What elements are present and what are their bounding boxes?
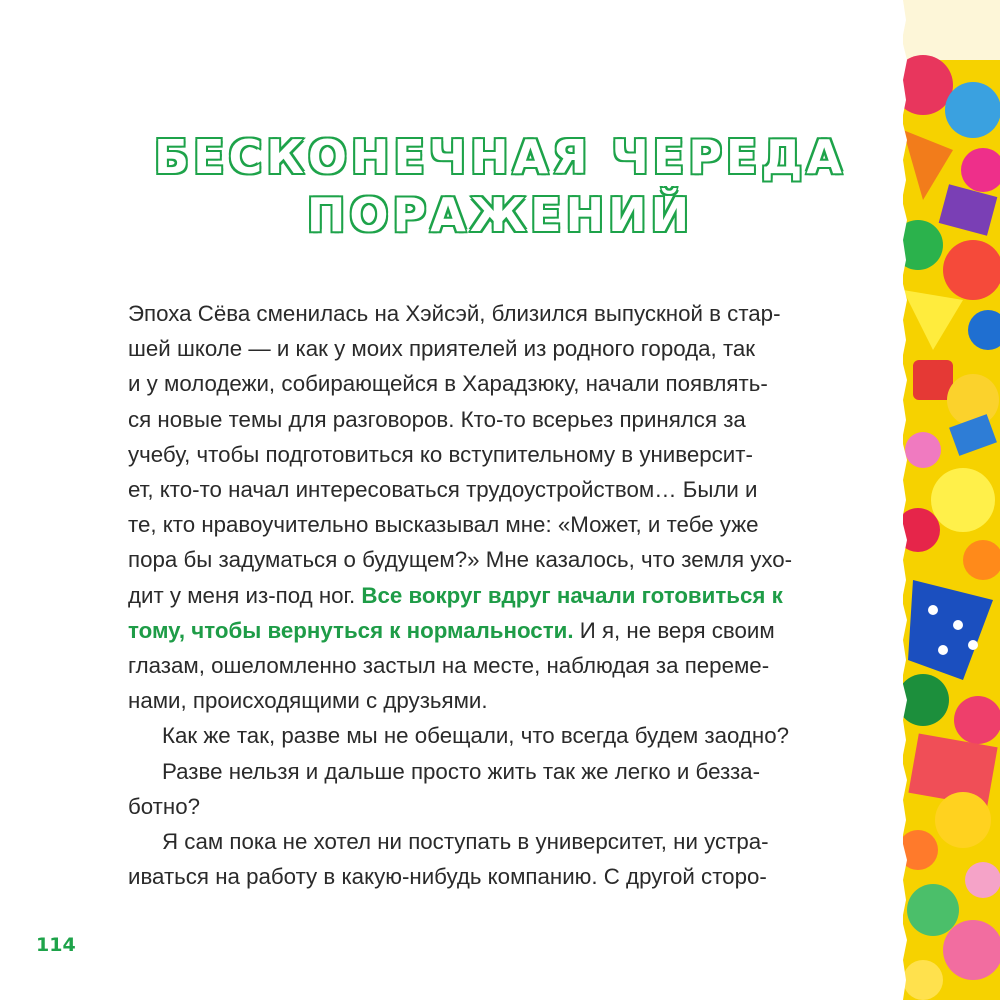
text-line <box>128 578 858 613</box>
text-line: глазам, ошеломленно застыл на месте, наблюдая за переме- <box>128 653 770 679</box>
chapter-title-line-1: БЕСКОНЕЧНАЯ ЧЕРЕДА <box>154 130 846 184</box>
paragraph-line: Я сам пока не хотел ни поступать в университет, ни устра- <box>162 829 769 855</box>
text-line: Эпоха Сёва сменилась на Хэйсэй, близился выпускной в стар- <box>128 301 781 326</box>
highlighted-text: Все вокруг вдруг начали готовиться к <box>361 582 783 608</box>
chapter-title <box>100 128 900 244</box>
text-line: шей школе — и как у моих приятелей из родного города, так <box>128 336 756 362</box>
text-run: дит у меня из-под ног. <box>128 582 362 608</box>
page-number: 114 <box>36 934 76 956</box>
text-line: пора бы задуматься о будущем?» Мне казалось, что земля ухо- <box>128 547 793 573</box>
text-line <box>128 613 858 648</box>
text-line: ет, кто-то начал интересоваться трудоустройством… Были и <box>128 477 758 503</box>
torn-edge <box>900 0 910 1000</box>
toys-photo-image <box>903 0 1000 1000</box>
chapter-title-line-2: ПОРАЖЕНИЙ <box>306 188 694 242</box>
decorative-photo-strip <box>903 0 1000 1000</box>
text-line: ся новые темы для разговоров. Кто-то всерьез принялся за <box>128 406 746 432</box>
text-line: и у молодежи, собирающейся в Харадзюку, начали появлять- <box>128 371 768 397</box>
paragraph-line: Как же так, разве мы не обещали, что всегда будем заодно? <box>162 723 790 749</box>
paragraph-line: Разве нельзя и дальше просто жить так же легко и безза- <box>162 758 760 784</box>
highlighted-text: тому, чтобы вернуться к нормальности. <box>128 617 574 643</box>
text-line: нами, происходящими с друзьями. <box>128 688 488 714</box>
body-text <box>128 296 858 894</box>
text-line: те, кто нравоучительно высказывал мне: «Может, и тебе уже <box>128 512 759 538</box>
text-line: иваться на работу в какую-нибудь компанию. С другой сторо- <box>128 864 767 890</box>
text-run: И я, не веря своим <box>573 617 775 643</box>
text-line: ботно? <box>128 793 201 819</box>
text-line: учебу, чтобы подготовиться ко вступительному в университ- <box>128 441 753 467</box>
